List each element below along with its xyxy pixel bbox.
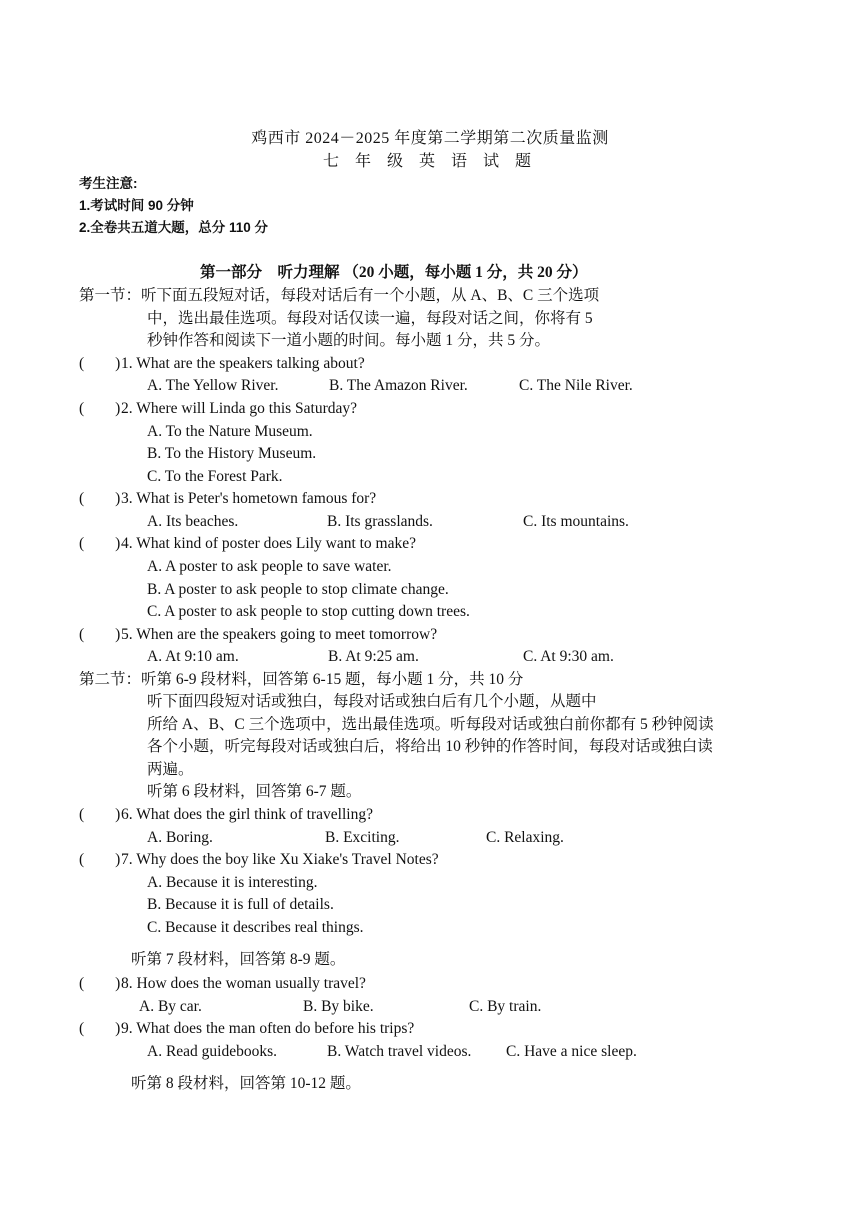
option-a: A. At 9:10 am. xyxy=(147,648,239,665)
exam-title: 鸡西市 2024－2025 年度第二学期第二次质量监测 xyxy=(251,130,609,147)
option-a: A. To the Nature Museum. xyxy=(147,423,313,440)
option-a: A. By car. xyxy=(139,998,202,1015)
section1-instruction: 中，选出最佳选项。每段对话仅读一遍，每段对话之间，你将有 5 xyxy=(147,310,593,327)
option-a: A. Its beaches. xyxy=(147,513,239,530)
option-c: C. To the Forest Park. xyxy=(147,468,283,485)
option-b: B. Watch travel videos. xyxy=(327,1043,472,1060)
section2-instruction: 各个小题，听完每段对话或独白后，将给出 10 秒钟的作答时间，每段对话或独白读 xyxy=(147,738,713,755)
option-b: B. The Amazon River. xyxy=(329,377,468,394)
option-b: B. By bike. xyxy=(303,998,374,1015)
answer-bracket[interactable]: ( ) xyxy=(79,1020,121,1037)
exam-subtitle: 七 年 级 英 语 试 题 xyxy=(322,153,537,170)
section2-instruction: 两遍。 xyxy=(147,761,194,778)
section2-instruction: 第二节：听第 6-9 段材料，回答第 6-15 题，每小题 1 分，共 10 分 xyxy=(79,671,524,688)
answer-bracket[interactable]: ( ) xyxy=(79,975,121,992)
section2-instruction: 所给 A、B、C 三个选项中，选出最佳选项。听每段对话或独白前你都有 5 秒钟阅读 xyxy=(147,716,714,733)
option-a: A. Because it is interesting. xyxy=(147,874,318,891)
material-heading: 听第 7 段材料，回答第 8-9 题。 xyxy=(131,951,346,968)
answer-bracket[interactable]: ( ) xyxy=(79,355,121,372)
option-a: A. Boring. xyxy=(147,829,213,846)
question-stem: 8. How does the woman usually travel? xyxy=(121,975,366,992)
note-item: 1.考试时间 90 分钟 xyxy=(79,198,194,213)
section1-instruction: 秒钟作答和阅读下一道小题的时间。每小题 1 分，共 5 分。 xyxy=(147,332,551,349)
option-a: A. A poster to ask people to save water. xyxy=(147,558,392,575)
option-c: C. The Nile River. xyxy=(519,377,633,394)
option-b: B. To the History Museum. xyxy=(147,445,317,462)
answer-bracket[interactable]: ( ) xyxy=(79,490,121,507)
option-b: B. A poster to ask people to stop climate change. xyxy=(147,581,449,598)
option-b: B. Exciting. xyxy=(325,829,400,846)
note-item: 2.全卷共五道大题，总分 110 分 xyxy=(79,220,269,235)
option-a: A. Read guidebooks. xyxy=(147,1043,278,1060)
question-stem: 5. When are the speakers going to meet tomorrow? xyxy=(121,626,438,643)
answer-bracket[interactable]: ( ) xyxy=(79,806,121,823)
option-b: B. At 9:25 am. xyxy=(328,648,419,665)
option-c: C. Relaxing. xyxy=(486,829,564,846)
section1-instruction: 第一节：听下面五段短对话，每段对话后有一个小题，从 A、B、C 三个选项 xyxy=(79,287,600,304)
option-b: B. Because it is full of details. xyxy=(147,896,334,913)
question-stem: 9. What does the man often do before his trips? xyxy=(121,1020,415,1037)
notes-heading: 考生注意: xyxy=(79,176,138,191)
question-stem: 2. Where will Linda go this Saturday? xyxy=(121,400,358,417)
section2-instruction: 听下面四段短对话或独白，每段对话或独白后有几个小题，从题中 xyxy=(147,693,597,710)
option-c: C. Its mountains. xyxy=(523,513,629,530)
option-c: C. Because it describes real things. xyxy=(147,919,364,936)
option-c: C. At 9:30 am. xyxy=(523,648,614,665)
part1-heading: 第一部分 听力理解 （20 小题，每小题 1 分，共 20 分） xyxy=(200,264,588,281)
option-c: C. Have a nice sleep. xyxy=(506,1043,637,1060)
option-c: C. A poster to ask people to stop cutting down trees. xyxy=(147,603,470,620)
question-stem: 3. What is Peter's hometown famous for? xyxy=(121,490,377,507)
option-a: A. The Yellow River. xyxy=(147,377,279,394)
option-c: C. By train. xyxy=(469,998,542,1015)
answer-bracket[interactable]: ( ) xyxy=(79,535,121,552)
material-heading: 听第 6 段材料，回答第 6-7 题。 xyxy=(147,783,362,800)
question-stem: 6. What does the girl think of travelling? xyxy=(121,806,373,823)
answer-bracket[interactable]: ( ) xyxy=(79,400,121,417)
material-heading: 听第 8 段材料，回答第 10-12 题。 xyxy=(131,1075,361,1092)
answer-bracket[interactable]: ( ) xyxy=(79,626,121,643)
answer-bracket[interactable]: ( ) xyxy=(79,851,121,868)
question-stem: 1. What are the speakers talking about? xyxy=(121,355,365,372)
option-b: B. Its grasslands. xyxy=(327,513,433,530)
question-stem: 4. What kind of poster does Lily want to make? xyxy=(121,535,417,552)
question-stem: 7. Why does the boy like Xu Xiake's Travel Notes? xyxy=(121,851,439,868)
